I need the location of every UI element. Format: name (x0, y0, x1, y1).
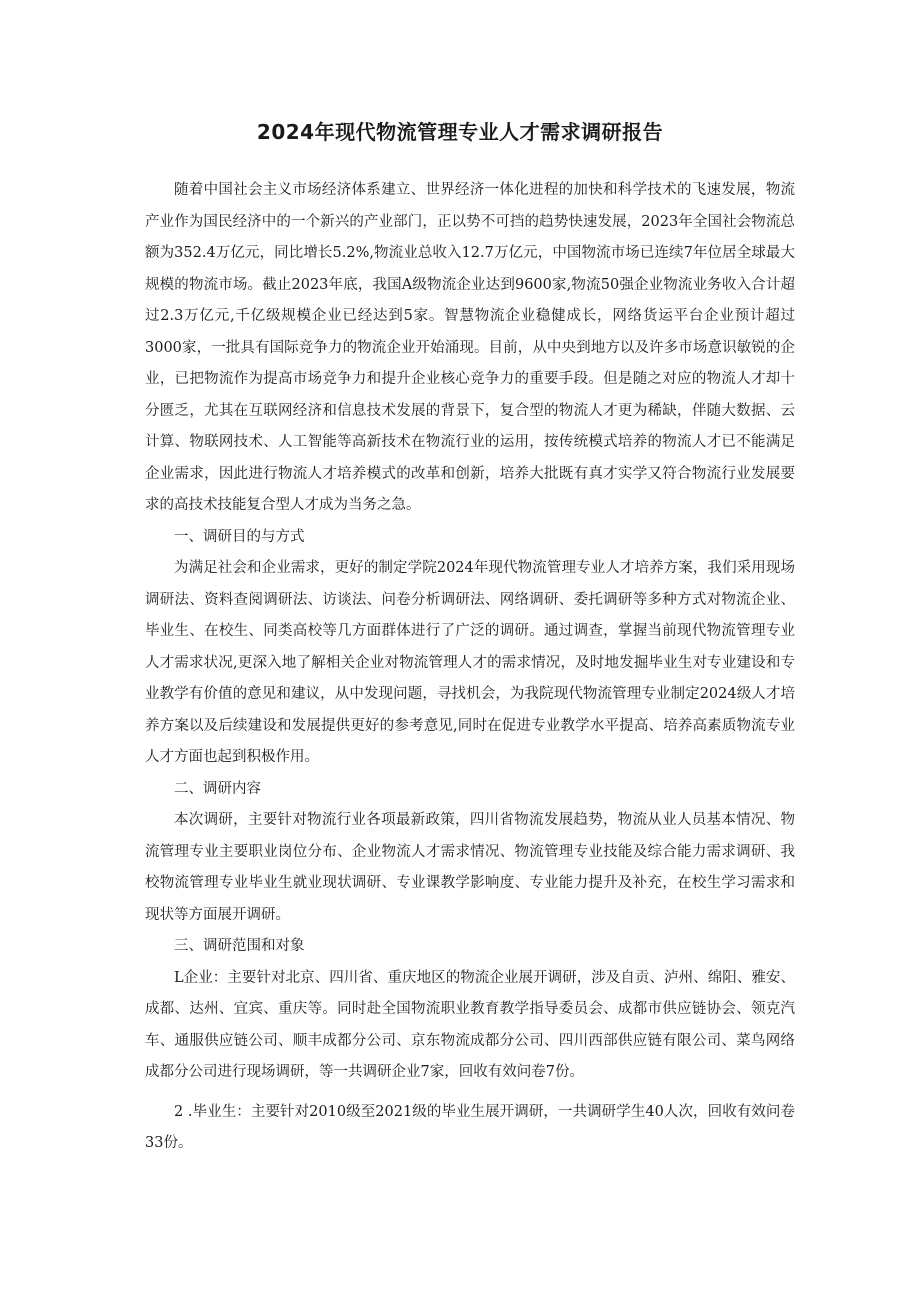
section-3-heading: 三、调研范围和对象 (174, 938, 305, 954)
section-3-item-1: L企业：主要针对北京、四川省、重庆地区的物流企业展开调研，涉及自贡、泸州、绵阳、雅安、成都、达州、宜宾、重庆等。同时赴全国物流职业教育教学指导委员会、成都市供应链协会、领克汽车、通服供应链公司、顺丰成都分公司、京东物流成都分公司、四川西部供应链有限公司、菜鸟网络成都分公司进行现场调研，等一共调研企业7家，回收有效问卷7份。 (145, 969, 795, 1080)
document-body (145, 175, 795, 1160)
section-1-paragraph: 为满足社会和企业需求，更好的制定学院2024年现代物流管理专业人才培养方案，我们采用现场调研法、资料查阅调研法、访谈法、问卷分析调研法、网络调研、委托调研等多种方式对物流企业、毕业生、在校生、同类高校等几方面群体进行了广泛的调研。通过调查，掌握当前现代物流管理专业人才需求状况,更深入地了解相关企业对物流管理人才的需求情况，及时地发掘毕业生对专业建设和专业教学有价值的意见和建议，从中发现问题，寻找机会，为我院现代物流管理专业制定2024级人才培养方案以及后续建设和发展提供更好的参考意见,同时在促进专业教学水平提高、培养高素质物流专业人才方面也起到积极作用。 (145, 560, 795, 765)
section-2-heading: 二、调研内容 (174, 780, 261, 797)
section-3-item-2: 2 .毕业生：主要针对2010级至2021级的毕业生展开调研，一共调研学生40人次，回收有效问卷33份。 (145, 1103, 795, 1151)
section-2-paragraph: 本次调研，主要针对物流行业各项最新政策，四川省物流发展趋势，物流从业人员基本情况、物流管理专业主要职业岗位分布、企业物流人才需求情况、物流管理专业技能及综合能力需求调研、我校物流管理专业毕业生就业现状调研、专业课教学影响度、专业能力提升及补充，在校生学习需求和现状等方面展开调研。 (145, 812, 795, 923)
intro-paragraph: 随着中国社会主义市场经济体系建立、世界经济一体化进程的加快和科学技术的飞速发展，物流产业作为国民经济中的一个新兴的产业部门，正以势不可挡的趋势快速发展，2023年全国社会物流总额为352.4万亿元，同比增长5.2%,物流业总收入12.7万亿元，中国物流市场已连续7年位居全球最大规模的物流市场。截止2023年底，我国A级物流企业达到9600家,物流50强企业物流业务收入合计超过2.3万亿元,千亿级规模企业已经达到5家。智慧物流企业稳健成长，网络货运平台企业预计超过3000家，一批具有国际竞争力的物流企业开始涌现。目前，从中央到地方以及许多市场意识敏锐的企业，已把物流作为提高市场竞争力和提升企业核心竞争力的重要手段。但是随之对应的物流人才却十分匮乏，尤其在互联网经济和信息技术发展的背景下，复合型的物流人才更为稀缺，伴随大数据、云计算、物联网技术、人工智能等高新技术在物流行业的运用，按传统模式培养的物流人才已不能满足企业需求，因此进行物流人才培养模式的改革和创新，培养大批既有真才实学又符合物流行业发展要求的高技术技能复合型人才成为当务之急。 (145, 182, 795, 513)
section-1-heading: 一、调研目的与方式 (174, 528, 305, 545)
document-title: 2024年现代物流管理专业人才需求调研报告 (256, 120, 664, 144)
